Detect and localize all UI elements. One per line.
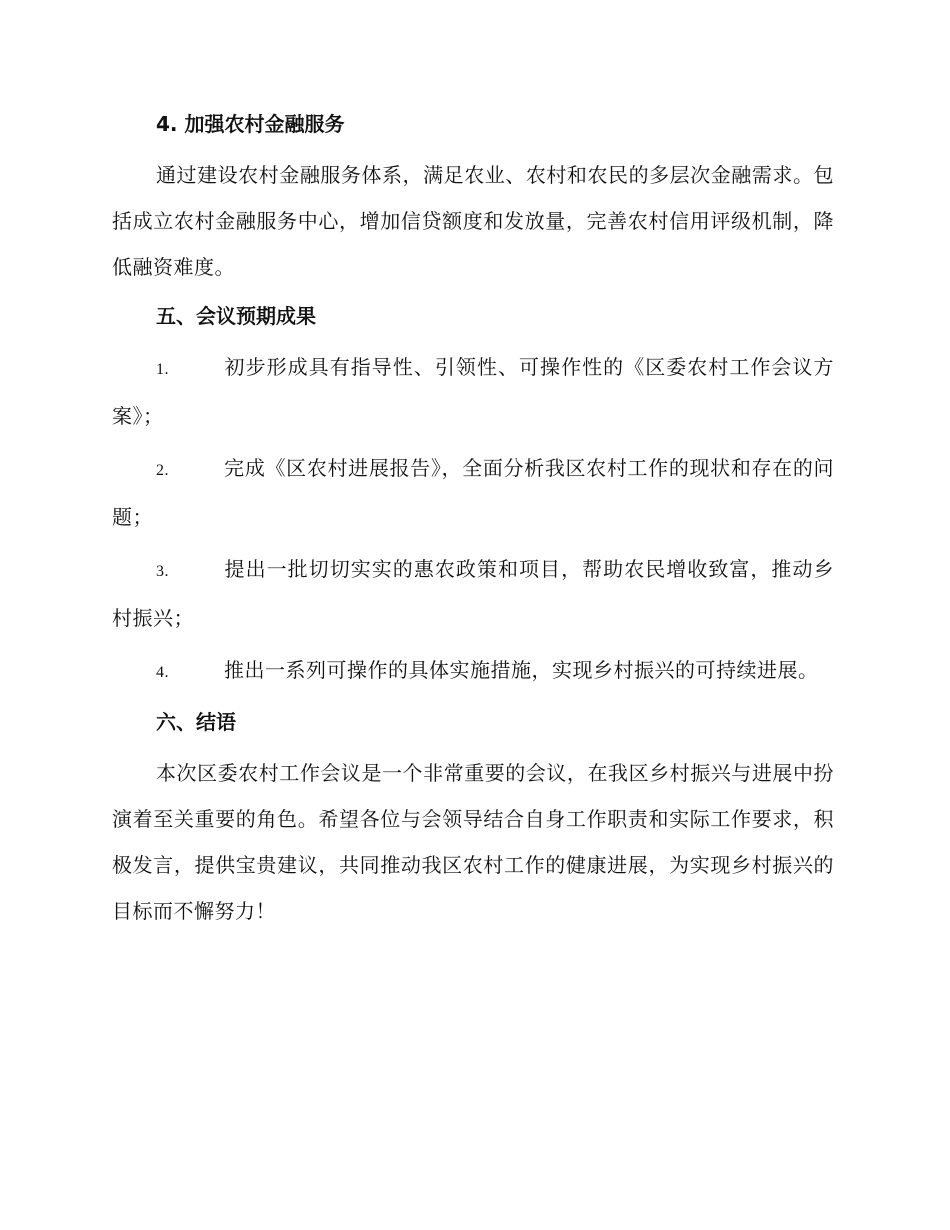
section-6-paragraph: 本次区委农村工作会议是一个非常重要的会议，在我区乡村振兴与进展中扮演着至关重要的角色。希望各位与会领导结合自身工作职责和实际工作要求，积极发言，提供宝贵建议，共同推动我区农村工作的健康进展，为实现乡村振兴的目标而不懈努力！ <box>112 761 834 923</box>
section-heading-6: 六、结语 <box>156 710 236 734</box>
item-number: 2. <box>156 462 169 479</box>
expected-result-item <box>112 344 834 439</box>
section-heading-5: 五、会议预期成果 <box>156 304 316 328</box>
section-heading-4: 4. 加强农村金融服务 <box>156 112 345 136</box>
item-text: 提出一批切切实实的惠农政策和项目，帮助农民增收致富，推动乡村振兴； <box>112 557 834 630</box>
expected-result-item <box>112 445 834 540</box>
item-text: 推出一系列可操作的具体实施措施，实现乡村振兴的可持续进展。 <box>224 658 819 682</box>
item-number: 1. <box>156 361 169 378</box>
item-text: 完成《区农村进展报告》，全面分析我区农村工作的现状和存在的问题； <box>112 456 834 529</box>
expected-result-item <box>112 546 834 641</box>
item-number: 4. <box>156 664 169 681</box>
item-number: 3. <box>156 563 169 580</box>
section-4-paragraph: 通过建设农村金融服务体系，满足农业、农村和农民的多层次金融需求。包括成立农村金融服务中心，增加信贷额度和发放量，完善农村信用评级机制，降低融资难度。 <box>112 163 834 279</box>
expected-result-item <box>112 647 834 696</box>
item-text: 初步形成具有指导性、引领性、可操作性的《区委农村工作会议方案》； <box>112 355 834 428</box>
document-body <box>112 104 834 940</box>
